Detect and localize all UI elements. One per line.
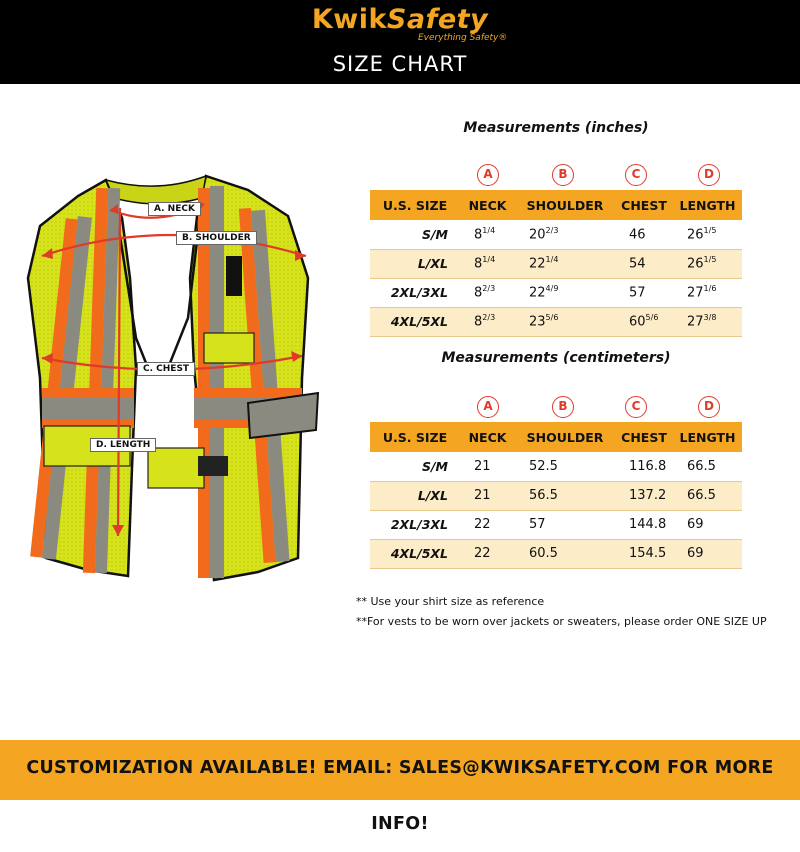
shoulder-cell: 52.5 xyxy=(515,452,615,481)
right-pocket-flap xyxy=(148,448,204,488)
neck-cell: $8^{2/3}$ xyxy=(460,278,515,307)
note-size-up: **For vests to be worn over jackets or sweaters, please order ONE SIZE UP xyxy=(356,615,767,628)
letter-c-circle: C xyxy=(625,396,647,418)
neck-cell: $8^{2/3}$ xyxy=(460,307,515,336)
chest-pocket-flap xyxy=(204,333,254,363)
brand-logo xyxy=(0,4,800,35)
centimeters-section-title: Measurements (centimeters) xyxy=(441,350,671,366)
pen-pocket xyxy=(226,256,242,296)
header-chest: CHEST xyxy=(615,190,673,220)
inches-header-row xyxy=(370,190,742,220)
note-shirt-size: ** Use your shirt size as reference xyxy=(356,595,545,608)
letter-b-circle: B xyxy=(552,164,574,186)
waist-reflective-band-left xyxy=(42,398,134,420)
length-cell: $27^{1/6}$ xyxy=(673,278,742,307)
shoulder-cell: $23^{5/6}$ xyxy=(515,307,615,336)
brand-tagline: Everything Safety® xyxy=(418,33,508,43)
length-cell: 66.5 xyxy=(673,481,742,510)
length-label: D. LENGTH xyxy=(90,438,156,452)
neck-cell: 21 xyxy=(460,452,515,481)
shoulder-label: B. SHOULDER xyxy=(176,231,257,245)
letter-d-circle: D xyxy=(698,396,720,418)
shoulder-cell: $22^{4/9}$ xyxy=(515,278,615,307)
chest-cell: 116.8 xyxy=(615,452,673,481)
shoulder-cell: $20^{2/3}$ xyxy=(515,220,615,249)
length-cell: 69 xyxy=(673,539,742,568)
size-cell: 2XL/3XL xyxy=(370,278,460,307)
table-row xyxy=(370,452,742,481)
size-cell: S/M xyxy=(370,452,460,481)
inches-table xyxy=(370,190,742,337)
chest-cell: 144.8 xyxy=(615,510,673,539)
neck-label: A. NECK xyxy=(148,202,201,216)
header-chest: CHEST xyxy=(615,422,673,452)
chest-label: C. CHEST xyxy=(137,362,195,376)
chest-cell: 54 xyxy=(615,249,673,278)
table-row xyxy=(370,539,742,568)
chest-cell: 57 xyxy=(615,278,673,307)
shoulder-cell: 60.5 xyxy=(515,539,615,568)
chest-cell: 137.2 xyxy=(615,481,673,510)
header-neck: NECK xyxy=(460,422,515,452)
waist-orange-band-right xyxy=(194,388,302,398)
neck-cell: $8^{1/4}$ xyxy=(460,220,515,249)
neck-cell: 21 xyxy=(460,481,515,510)
table-row xyxy=(370,220,742,249)
chest-cell: 154.5 xyxy=(615,539,673,568)
shoulder-cell: 57 xyxy=(515,510,615,539)
length-cell: 66.5 xyxy=(673,452,742,481)
brand-tag-patch xyxy=(198,456,228,476)
letter-c-circle: C xyxy=(625,164,647,186)
table-row xyxy=(370,307,742,336)
brand-prefix: Kwik xyxy=(311,4,387,35)
size-cell: L/XL xyxy=(370,481,460,510)
vest-image xyxy=(18,168,318,588)
inches-section-title: Measurements (inches) xyxy=(463,120,649,136)
chest-cell: 46 xyxy=(615,220,673,249)
header-bar xyxy=(0,0,800,84)
length-cell: $27^{3/8}$ xyxy=(673,307,742,336)
letter-b-circle: B xyxy=(552,396,574,418)
size-cell: 2XL/3XL xyxy=(370,510,460,539)
footer-banner xyxy=(0,740,800,834)
shoulder-cell: 56.5 xyxy=(515,481,615,510)
vest-illustration xyxy=(18,168,318,588)
letter-a-circle: A xyxy=(477,164,499,186)
length-cell: 69 xyxy=(673,510,742,539)
centimeters-table xyxy=(370,422,742,569)
vest-back-neck xyxy=(106,176,206,204)
letter-d-circle: D xyxy=(698,164,720,186)
length-cell: $26^{1/5}$ xyxy=(673,249,742,278)
size-cell: S/M xyxy=(370,220,460,249)
table-row xyxy=(370,481,742,510)
header-neck: NECK xyxy=(460,190,515,220)
size-cell: L/XL xyxy=(370,249,460,278)
neck-cell: 22 xyxy=(460,539,515,568)
chest-cell: $60^{5/6}$ xyxy=(615,307,673,336)
table-row xyxy=(370,249,742,278)
size-cell: 4XL/5XL xyxy=(370,307,460,336)
page-title: SIZE CHART xyxy=(332,52,468,76)
size-cell: 4XL/5XL xyxy=(370,539,460,568)
table-row xyxy=(370,278,742,307)
right-orange-stripe-inner xyxy=(198,188,210,578)
header-shoulder: SHOULDER xyxy=(515,190,615,220)
header-us-size: U.S. SIZE xyxy=(370,422,460,452)
header-length: LENGTH xyxy=(673,422,742,452)
header-length: LENGTH xyxy=(673,190,742,220)
waist-orange-band-left xyxy=(42,388,134,398)
table-row xyxy=(370,510,742,539)
shoulder-cell: $22^{1/4}$ xyxy=(515,249,615,278)
length-cell: $26^{1/5}$ xyxy=(673,220,742,249)
neck-cell: 22 xyxy=(460,510,515,539)
neck-cell: $8^{1/4}$ xyxy=(460,249,515,278)
header-shoulder: SHOULDER xyxy=(515,422,615,452)
brand-suffix: Safety xyxy=(386,4,489,35)
footer-text: CUSTOMIZATION AVAILABLE! EMAIL: SALES@KWIKSAFETY.COM FOR MORE INFO! xyxy=(26,758,774,834)
centimeters-header-row xyxy=(370,422,742,452)
header-us-size: U.S. SIZE xyxy=(370,190,460,220)
letter-a-circle: A xyxy=(477,396,499,418)
